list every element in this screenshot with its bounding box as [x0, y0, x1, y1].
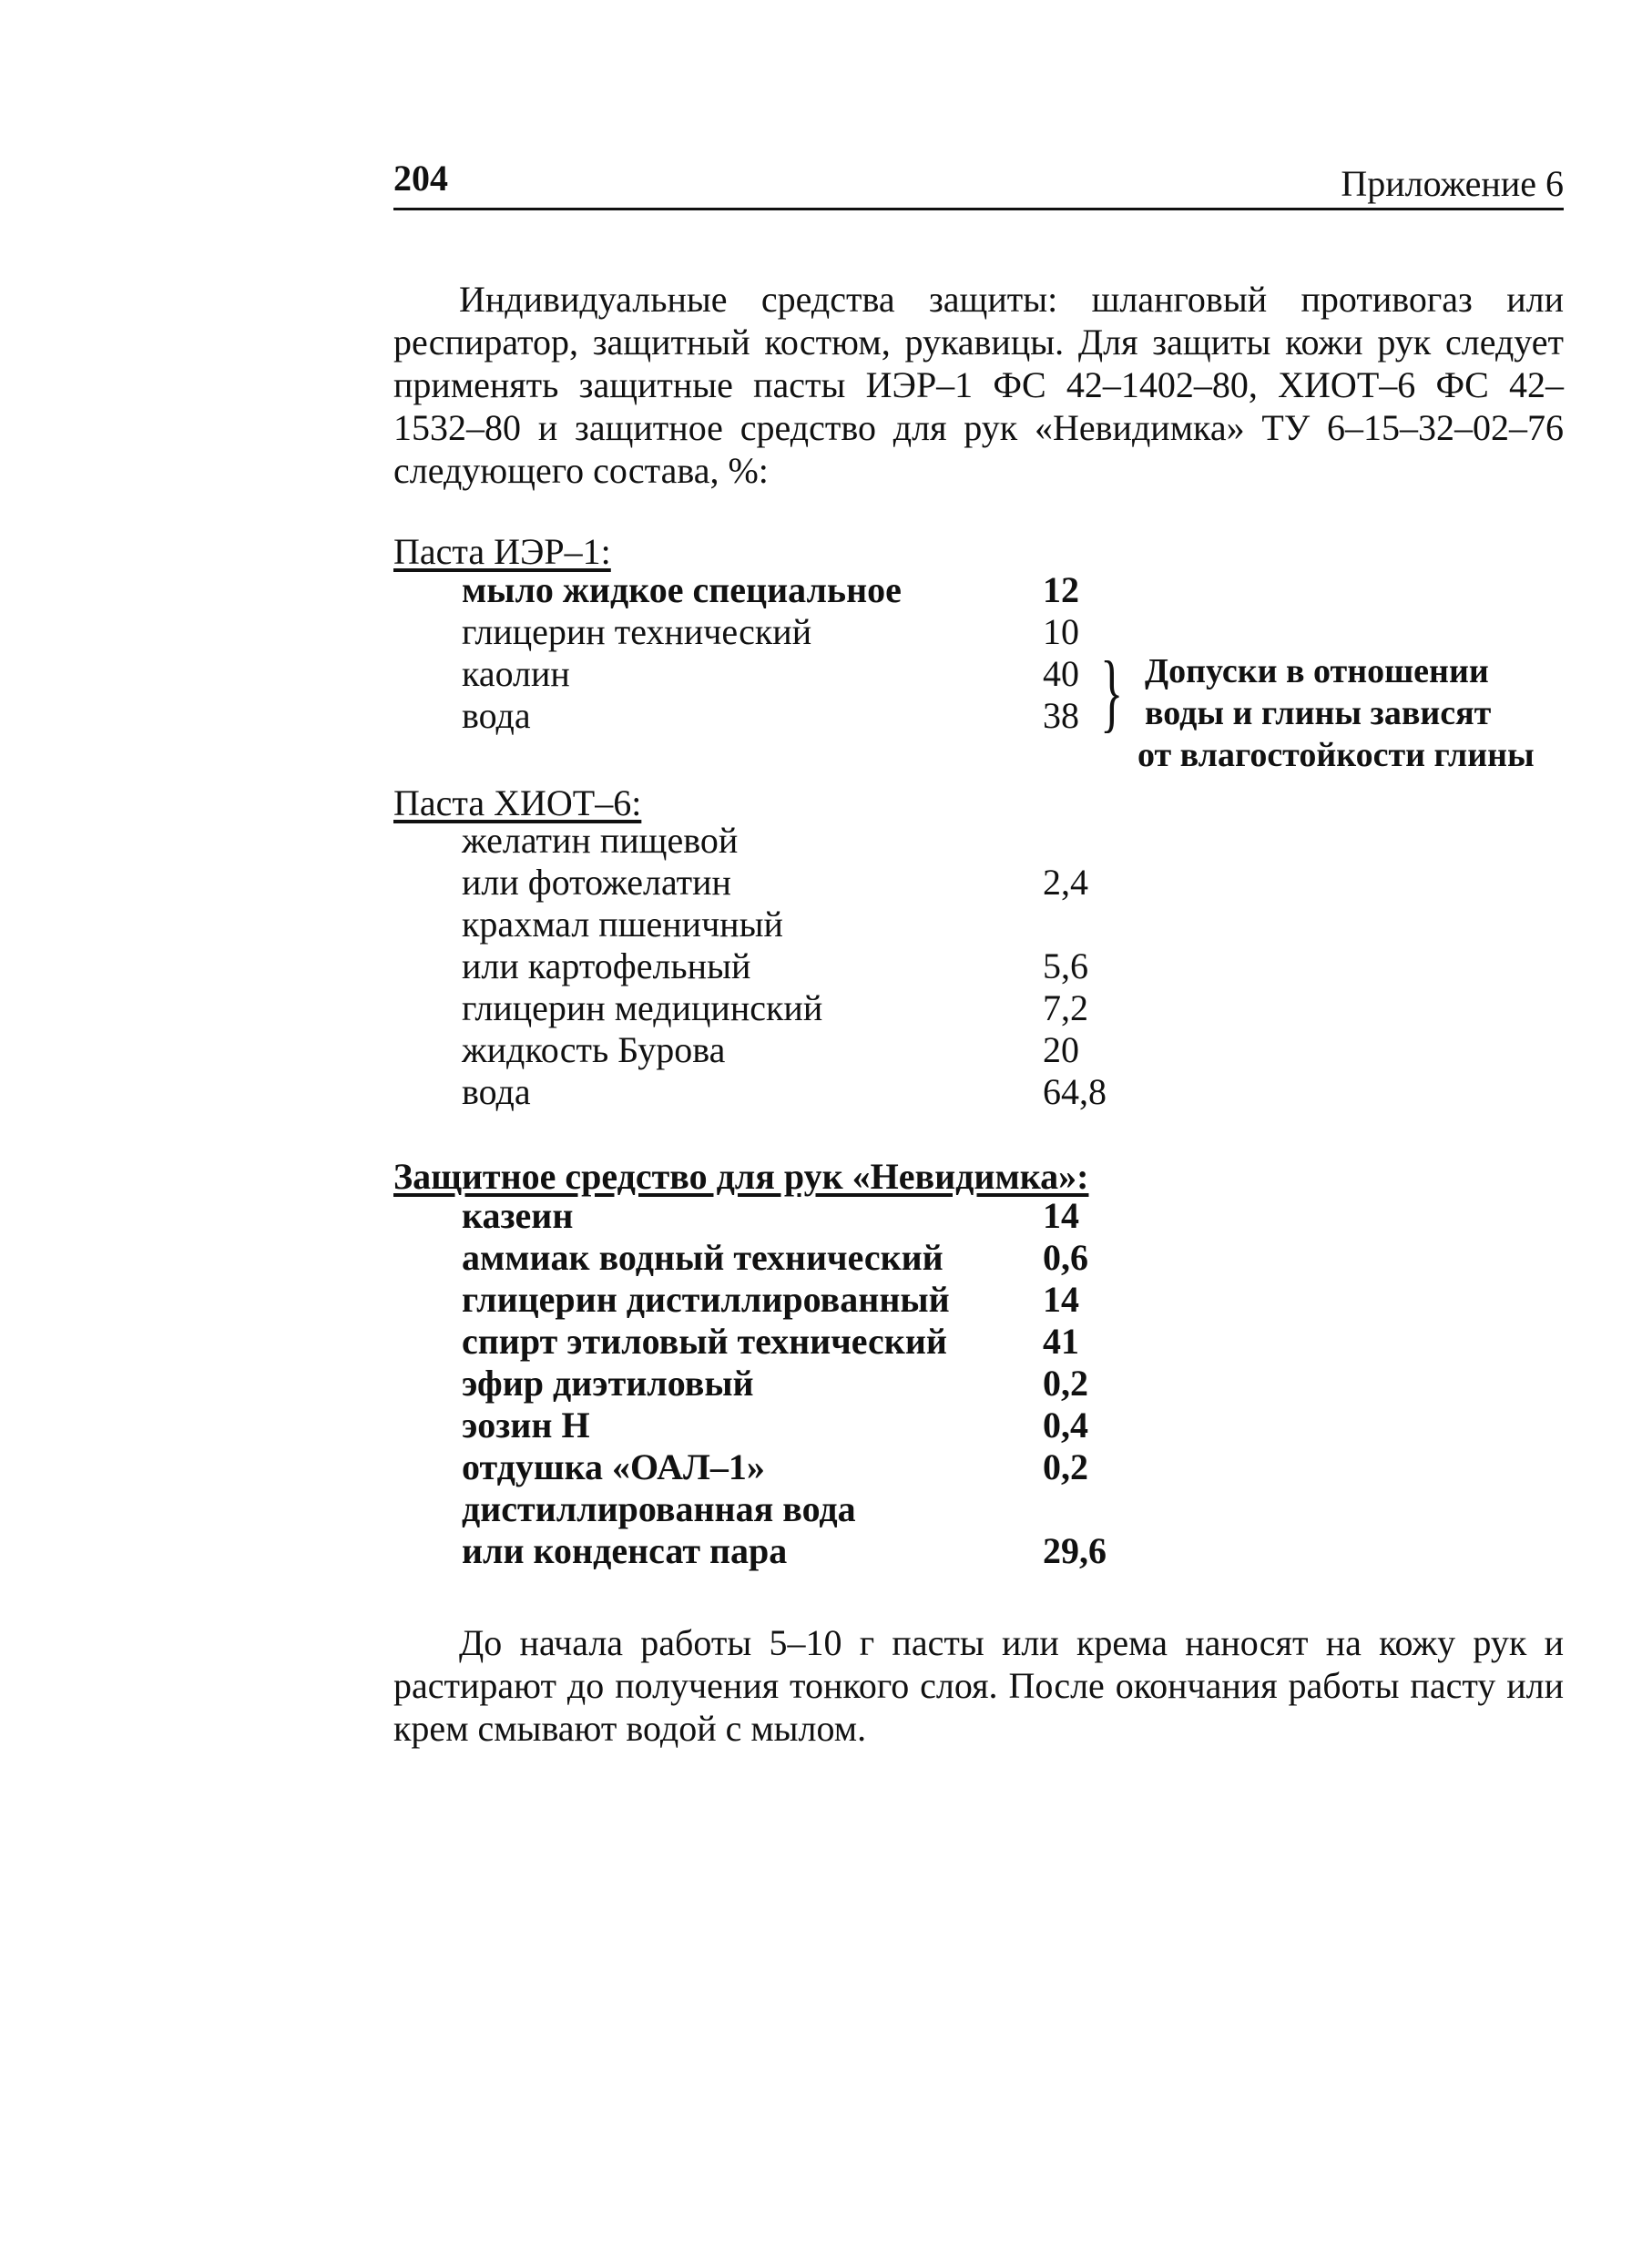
closing-paragraph: До начала работы 5–10 г пасты или крема наносят на кожу рук и растирают до получения тонкого слоя. После окончания работы пасту или крем смывают водой с мылом.	[393, 1622, 1564, 1749]
ingredient-value: 0,2	[1043, 1446, 1088, 1487]
ingredient-name: дистиллированная вода	[462, 1488, 856, 1529]
ingredient-value: 2,4	[1043, 862, 1088, 903]
ingredient-name: глицерин дистиллированный	[462, 1279, 950, 1320]
ingredient-value: 12	[1043, 569, 1079, 610]
ingredient-value: 40	[1043, 653, 1079, 694]
section-title-nevidimka: Защитное средство для рук «Невидимка»:	[393, 1156, 1089, 1197]
ingredient-name: желатин пищевой	[462, 820, 739, 861]
ingredient-value: 14	[1043, 1195, 1079, 1236]
ingredient-name: эфир диэтиловый	[462, 1363, 754, 1404]
ingredient-name: или фотожелатин	[462, 862, 731, 903]
ingredient-value: 7,2	[1043, 987, 1088, 1028]
ingredient-name: вода	[462, 695, 531, 736]
ingredient-name: глицерин медицинский	[462, 987, 823, 1028]
ingredient-value: 64,8	[1043, 1071, 1107, 1112]
ingredient-value: 0,4	[1043, 1405, 1088, 1446]
curly-brace: }	[1100, 643, 1124, 741]
page-number: 204	[393, 158, 448, 199]
ingredient-name: крахмал пшеничный	[462, 904, 783, 945]
section-title-hiot6: Паста ХИОТ–6:	[393, 782, 642, 823]
ingredient-name: спирт этиловый технический	[462, 1321, 947, 1362]
ingredient-value: 5,6	[1043, 945, 1088, 986]
ingredient-name: эозин Н	[462, 1405, 590, 1446]
ingredient-name: глицерин технический	[462, 611, 812, 652]
ingredient-name: каолин	[462, 653, 570, 694]
ingredient-value: 0,2	[1043, 1363, 1088, 1404]
ingredient-value: 0,6	[1043, 1237, 1088, 1278]
ingredient-value: 14	[1043, 1279, 1079, 1320]
ingredient-value: 10	[1043, 611, 1079, 652]
tolerance-note	[1137, 650, 1564, 776]
ingredient-name: или картофельный	[462, 945, 751, 986]
ingredient-name: или конденсат пара	[462, 1530, 788, 1571]
ingredient-name: казеин	[462, 1195, 574, 1236]
intro-paragraph: Индивидуальные средства защиты: шланговый противогаз или респиратор, защитный костюм, рукавицы. Для защиты кожи рук следует применять защитные пасты ИЭР–1 ФС 42–1402–80, ХИОТ–6 ФС 42–1532–80 и защитное средство для рук «Невидимка» ТУ 6–15–32–02–76 следующего состава, %:	[393, 279, 1564, 491]
ingredient-value: 41	[1043, 1321, 1079, 1362]
header-rule	[393, 208, 1564, 210]
note-line: воды и глины зависят	[1145, 694, 1492, 732]
running-title: Приложение 6	[1341, 163, 1564, 204]
ingredient-name: аммиак водный технический	[462, 1237, 944, 1278]
ingredient-value: 29,6	[1043, 1530, 1107, 1571]
ingredient-name: жидкость Бурова	[462, 1029, 726, 1070]
ingredient-value: 20	[1043, 1029, 1079, 1070]
ingredient-name: мыло жидкое специальное	[462, 569, 902, 610]
note-line: от влагостойкости глины	[1137, 736, 1535, 774]
ingredient-name: вода	[462, 1071, 531, 1112]
ingredient-name: отдушка «ОАЛ–1»	[462, 1446, 765, 1487]
page-header	[393, 157, 1564, 211]
note-line: Допуски в отношении	[1145, 652, 1489, 690]
section-title-ier1: Паста ИЭР–1:	[393, 531, 611, 572]
ingredient-value: 38	[1043, 695, 1079, 736]
